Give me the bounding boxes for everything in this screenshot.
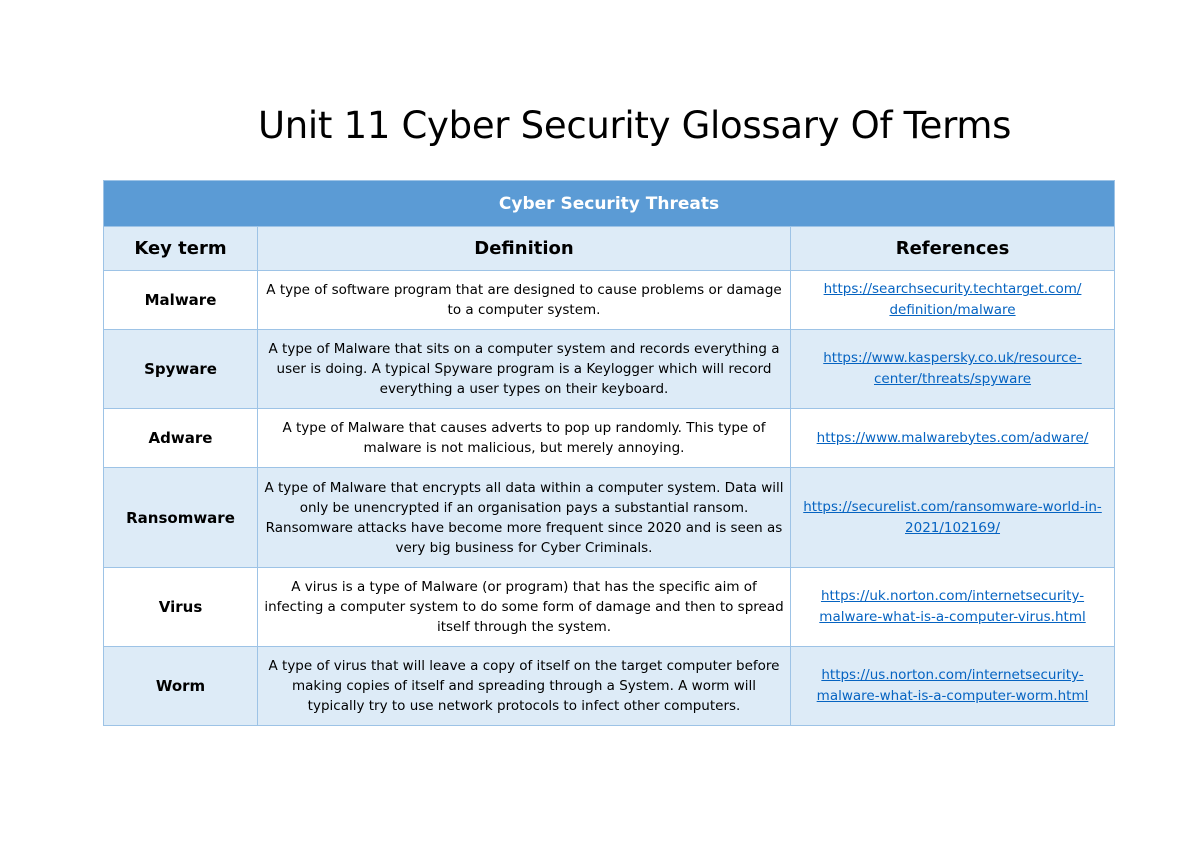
reference-link[interactable]: https://securelist.com/ransomware-world-in-2021/102169/ <box>803 498 1102 536</box>
table-caption: Cyber Security Threats <box>104 181 1115 227</box>
column-header-definition: Definition <box>258 227 791 271</box>
term-cell: Worm <box>104 647 258 726</box>
term-cell: Adware <box>104 409 258 468</box>
definition-cell: A type of Malware that sits on a computer system and records everything a user is doing. A typical Spyware program is a Keylogger which will record everything a user types on their keyboard. <box>258 330 791 409</box>
table-row <box>104 271 1115 330</box>
term-cell: Virus <box>104 568 258 647</box>
column-header-references: References <box>791 227 1115 271</box>
definition-cell: A virus is a type of Malware (or program) that has the specific aim of infecting a computer system to do some form of damage and then to spread itself through the system. <box>258 568 791 647</box>
reference-link[interactable]: https://www.kaspersky.co.uk/resource-center/threats/spyware <box>823 350 1082 387</box>
reference-cell <box>791 468 1115 568</box>
reference-link[interactable]: https://searchsecurity.techtarget.com/ definition/malware <box>823 281 1082 318</box>
column-header-key-term: Key term <box>104 227 258 271</box>
reference-link[interactable]: https://www.malwarebytes.com/adware/ <box>816 429 1089 446</box>
reference-link[interactable]: https://us.norton.com/internetsecurity-malware-what-is-a-computer-worm.html <box>816 667 1089 704</box>
term-cell: Spyware <box>104 330 258 409</box>
reference-cell <box>791 647 1115 726</box>
definition-cell: A type of Malware that causes adverts to pop up randomly. This type of malware is not malicious, but merely annoying. <box>258 409 791 468</box>
term-cell: Ransomware <box>104 468 258 568</box>
definition-cell: A type of software program that are designed to cause problems or damage to a computer system. <box>258 271 791 330</box>
table-row <box>104 647 1115 726</box>
definition-cell: A type of Malware that encrypts all data within a computer system. Data will only be unencrypted if an organisation pays a substantial ransom. Ransomware attacks have become more frequent since 2020 and is seen as very big business for Cyber Criminals. <box>258 468 791 568</box>
reference-cell <box>791 271 1115 330</box>
reference-cell <box>791 409 1115 468</box>
page-title: Unit 11 Cyber Security Glossary Of Terms <box>258 104 1012 147</box>
glossary-table <box>103 180 1115 726</box>
table-header-row <box>104 227 1115 271</box>
table-row <box>104 409 1115 468</box>
table-caption-row <box>104 181 1115 227</box>
term-cell: Malware <box>104 271 258 330</box>
reference-cell <box>791 568 1115 647</box>
table-row <box>104 468 1115 568</box>
table-row <box>104 568 1115 647</box>
reference-link[interactable]: https://uk.norton.com/internetsecurity-malware-what-is-a-computer-virus.html <box>819 588 1086 625</box>
reference-cell <box>791 330 1115 409</box>
definition-cell: A type of virus that will leave a copy of itself on the target computer before making copies of itself and spreading through a System. A worm will typically try to use network protocols to infect other computers. <box>258 647 791 726</box>
table-row <box>104 330 1115 409</box>
